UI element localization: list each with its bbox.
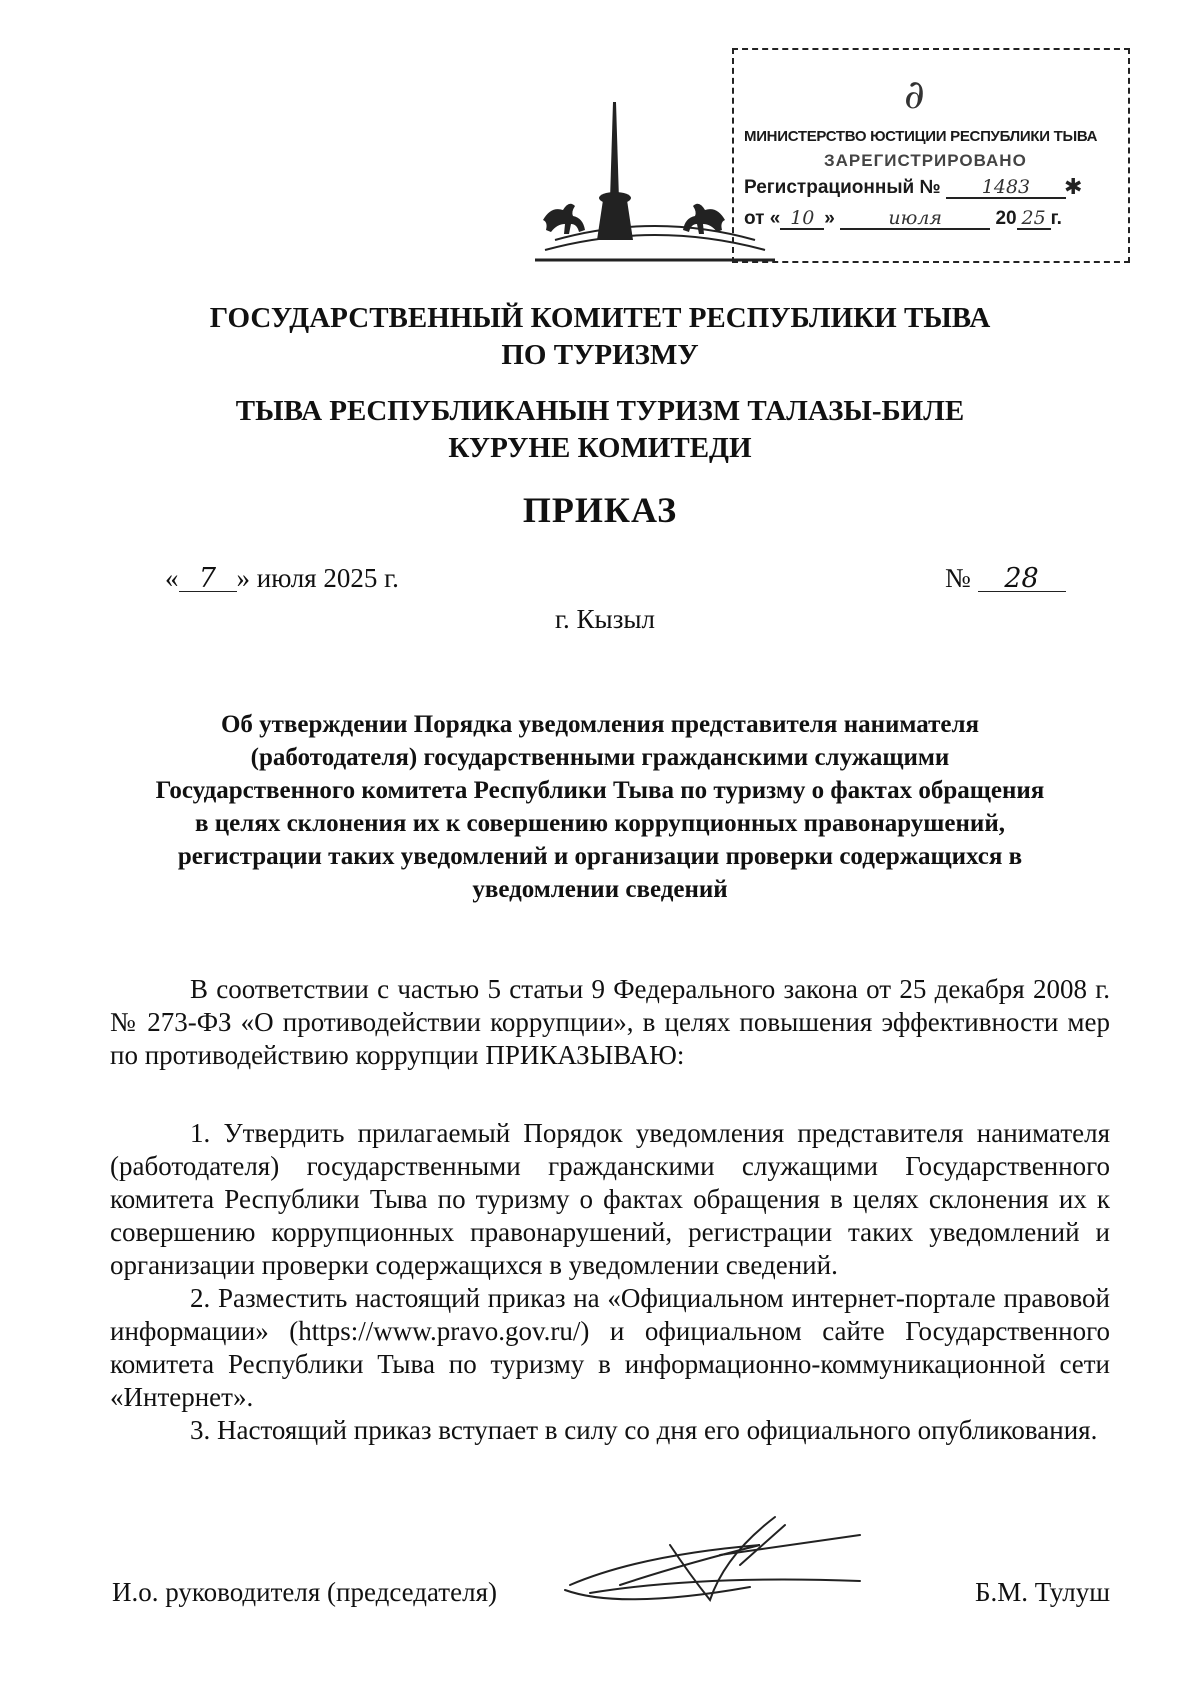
- stamp-registered: ЗАРЕГИСТРИРОВАНО: [824, 151, 1027, 170]
- order-date-rest: » июля 2025 г.: [236, 563, 399, 593]
- org-name-russian: [0, 300, 1200, 374]
- order-date-day: 7: [179, 567, 237, 592]
- order-date-open: «: [165, 563, 179, 593]
- order-item-2: 2. Разместить настоящий приказ на «Официальном интернет-портале правовой информации» (https://www.pravo.gov.ru/) и официальном сайте Государственного комитета Республики Тыва по туризму в информационно-коммуникационной сети «Интернет».: [110, 1283, 1110, 1412]
- stamp-corner-mark-icon: ✱: [1064, 174, 1083, 199]
- order-number-label: №: [945, 563, 971, 593]
- order-preamble: В соответствии с частью 5 статьи 9 Федерального закона от 25 декабря 2008 г. № 273-ФЗ «О противодействии коррупции», в целях повышения эффективности мер по противодействию коррупции ПРИКАЗЫВАЮ:: [110, 974, 1110, 1070]
- registration-stamp: [732, 48, 1130, 263]
- stamp-ministry: МИНИСТЕРСТВО ЮСТИЦИИ РЕСПУБЛИКИ ТЫВА: [744, 128, 1098, 145]
- org-ru-line1: ГОСУДАРСТВЕННЫЙ КОМИТЕТ РЕСПУБЛИКИ ТЫВА: [209, 302, 991, 334]
- subject-line: Государственного комитета Республики Тыва по туризму о фактах обращения: [155, 777, 1045, 804]
- org-tyv-line1: ТЫВА РЕСПУБЛИКАНЫН ТУРИЗМ ТАЛАЗЫ-БИЛЕ: [235, 395, 965, 427]
- org-ru-line2: ПО ТУРИЗМУ: [501, 339, 699, 371]
- stamp-date-from: от «: [744, 208, 781, 229]
- stamp-year-suffix: 25: [1017, 209, 1051, 230]
- handwritten-signature: [560, 1515, 920, 1625]
- subject-line: регистрации таких уведомлений и организации проверки содержащихся в: [177, 843, 1023, 870]
- signatory-name: Б.М. Тулуш: [975, 1577, 1110, 1607]
- order-subject: [100, 708, 1100, 906]
- stamp-date-line: [744, 208, 1062, 230]
- document-title: ПРИКАЗ: [522, 490, 678, 530]
- stamp-reg-number: 1483: [946, 178, 1066, 199]
- stamp-year-prefix: 20: [995, 208, 1017, 229]
- order-item-3: 3. Настоящий приказ вступает в силу со дня его официального опубликования.: [190, 1415, 1098, 1445]
- stamp-date-sep: »: [824, 208, 835, 229]
- org-name-tuvan: [0, 393, 1200, 467]
- stamp-scribble: ∂: [904, 72, 925, 118]
- order-item-1: 1. Утвердить прилагаемый Порядок уведомления представителя нанимателя (работодателя) государственными гражданскими служащими Государственного комитета Республики Тыва по туризму о фактах обращения в целях склонения их к совершению коррупционных правонарушений, регистрации таких уведомлений и организации проверки содержащихся в уведомлении сведений.: [110, 1118, 1110, 1280]
- stamp-reg-label: Регистрационный №: [744, 177, 941, 198]
- subject-line: (работодателя) государственными гражданскими служащими: [250, 744, 950, 771]
- stamp-date-month: июля: [840, 209, 990, 230]
- order-date: [165, 563, 399, 594]
- org-tyv-line2: КУРУНЕ КОМИТЕДИ: [448, 432, 752, 464]
- stamp-date-day: 10: [780, 209, 824, 230]
- stamp-reg-number-line: [744, 177, 1066, 199]
- subject-line: в целях склонения их к совершению коррупционных правонарушений,: [195, 810, 1005, 837]
- order-number: [945, 563, 1066, 594]
- subject-line: уведомлении сведений: [472, 876, 728, 903]
- subject-line: Об утверждении Порядка уведомления представителя нанимателя: [220, 711, 980, 738]
- signatory-position: И.о. руководителя (председателя): [112, 1577, 497, 1607]
- stamp-year-end: г.: [1050, 208, 1062, 229]
- order-number-value: 28: [978, 567, 1066, 592]
- order-city: г. Кызыл: [555, 604, 655, 634]
- order-items: [110, 1117, 1110, 1447]
